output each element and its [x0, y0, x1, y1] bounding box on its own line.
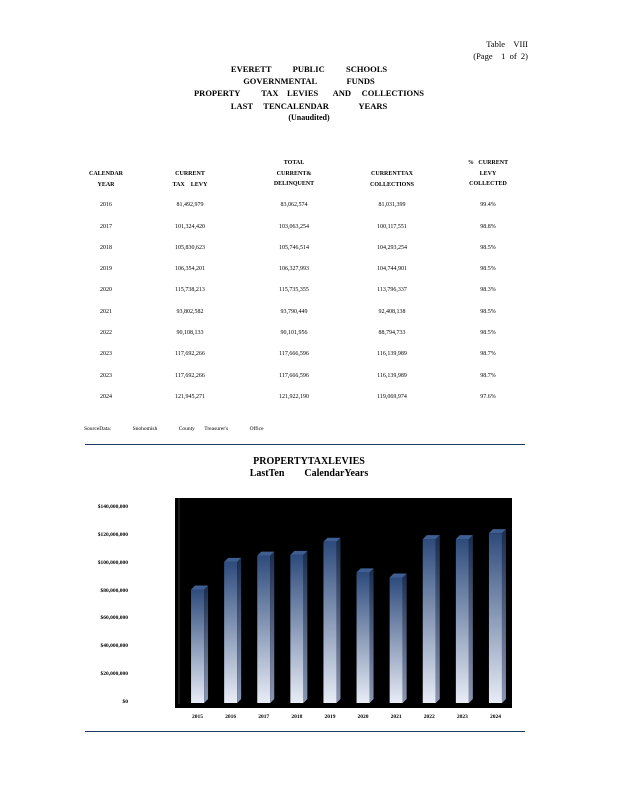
cell-collections: 119,069,974 — [377, 394, 407, 400]
cell-collections: 88,794,733 — [378, 330, 406, 336]
bar-side — [403, 573, 407, 703]
cell-pct: 98.5% — [480, 245, 496, 251]
page-number: (Page 1 of 2) — [473, 51, 528, 61]
cell-total: 105,746,514 — [279, 245, 309, 251]
y-tick-label: $80,000,000 — [100, 587, 128, 594]
cell-collections: 116,139,989 — [377, 373, 407, 379]
chart-bar — [290, 551, 307, 703]
cell-pct: 98.5% — [480, 330, 496, 336]
divider-bottom — [85, 731, 525, 732]
x-tick-label: 2018 — [291, 714, 303, 720]
cell-levy: 105,830,623 — [175, 245, 205, 251]
cell-levy: 117,692,266 — [175, 373, 205, 379]
y-tick-label: $140,000,000 — [97, 504, 128, 510]
chart-bar — [191, 585, 208, 703]
cell-year: 2021 — [100, 309, 112, 315]
cell-year: 2020 — [100, 287, 112, 293]
bar-front — [224, 562, 237, 703]
bar-front — [390, 577, 403, 703]
chart-title-line: PROPERTYTAXLEVIES — [253, 456, 365, 467]
col-header-line: COLLECTIONS — [369, 181, 414, 188]
col-header-line: YEAR — [97, 181, 115, 188]
cell-total: 117,666,596 — [279, 351, 309, 357]
title-line-2: GOVERNMENTAL FUNDS — [243, 76, 375, 87]
cell-pct: 99.4% — [480, 202, 496, 208]
cell-pct: 98.5% — [480, 309, 496, 315]
cell-collections: 81,031,399 — [378, 202, 406, 208]
cell-pct: 98.7% — [480, 351, 496, 357]
source-word: County — [178, 426, 195, 432]
cell-year: 2023 — [100, 351, 112, 357]
bar-side — [502, 529, 506, 703]
source-word: SourceData: — [84, 426, 112, 432]
cell-collections: 104,744,901 — [377, 266, 407, 272]
chart-bar — [390, 573, 407, 703]
bar-front — [290, 555, 303, 703]
y-tick-label: $0 — [122, 699, 128, 705]
bar-side — [436, 535, 440, 703]
table-number: Table VIII — [486, 39, 528, 49]
cell-total: 117,666,596 — [279, 373, 309, 379]
col-header-line: TOTAL — [283, 160, 305, 166]
cell-pct: 98.8% — [480, 224, 496, 230]
y-tick-label: $40,000,000 — [100, 643, 128, 650]
cell-levy: 117,692,266 — [175, 351, 205, 357]
chart-bar — [423, 535, 440, 703]
chart-bar — [323, 538, 340, 703]
x-tick-label: 2015 — [192, 714, 204, 720]
cell-collections: 116,139,989 — [377, 351, 407, 357]
x-tick-label: 2022 — [423, 714, 435, 720]
title-line-1: EVERETT PUBLIC SCHOOLS — [230, 64, 388, 74]
cell-collections: 100,117,551 — [377, 224, 407, 230]
source-word: Snohomish — [132, 426, 158, 432]
bar-front — [357, 572, 370, 703]
title-line-5: (Unaudited) — [288, 112, 330, 122]
chart-bar — [456, 535, 473, 703]
cell-collections: 104,293,254 — [377, 245, 407, 251]
chart-subtitle-line: LastTen CalendarYears — [249, 468, 369, 479]
chart-bar — [357, 568, 374, 703]
y-tick-label: $100,000,000 — [97, 559, 128, 566]
col-header-line: CALENDAR — [88, 171, 123, 177]
cell-total: 103,063,254 — [279, 224, 309, 230]
x-tick-label: 2023 — [456, 714, 468, 720]
cell-levy: 106,354,201 — [175, 266, 205, 272]
cell-total: 93,790,449 — [280, 309, 308, 315]
y-tick-label: $120,000,000 — [97, 531, 128, 538]
cell-total: 83,062,574 — [280, 202, 308, 208]
cell-year: 2024 — [100, 394, 112, 400]
cell-year: 2023 — [100, 373, 112, 379]
cell-levy: 101,324,420 — [175, 224, 205, 230]
x-tick-label: 2019 — [324, 714, 336, 720]
source-word: Office — [249, 426, 264, 432]
y-tick-label: $20,000,000 — [100, 671, 128, 678]
cell-pct: 98.5% — [480, 266, 496, 272]
x-tick-label: 2024 — [489, 714, 501, 720]
cell-year: 2017 — [100, 224, 112, 230]
cell-levy: 90,108,133 — [176, 330, 204, 336]
col-header-line: CURRENTTAX — [371, 171, 413, 177]
cell-total: 115,735,355 — [279, 287, 309, 293]
cell-levy: 81,492,979 — [176, 202, 204, 208]
chart-bar — [224, 558, 241, 703]
cell-year: 2018 — [100, 245, 112, 251]
x-tick-label: 2021 — [390, 714, 402, 720]
cell-collections: 92,408,138 — [378, 309, 406, 315]
col-header-line: COLLECTED — [469, 181, 507, 187]
col-header-line: TAX LEVY — [172, 181, 208, 188]
title-line-3: PROPERTY TAX LEVIES AND COLLECTIONS — [193, 88, 425, 99]
bar-front — [191, 589, 204, 703]
col-header-line: CURRENT& — [276, 170, 312, 177]
bar-side — [336, 538, 340, 703]
bar-front — [257, 556, 270, 703]
col-header-line: LEVY — [479, 170, 497, 177]
bar-side — [469, 535, 473, 703]
source-word: Treasurer's — [204, 426, 229, 432]
bar-front — [423, 539, 436, 703]
bar-front — [323, 542, 336, 703]
chart-bar — [489, 529, 506, 703]
cell-pct: 97.6% — [480, 394, 496, 400]
bar-side — [237, 558, 241, 703]
y-tick-label: $60,000,000 — [100, 615, 128, 622]
bar-side — [370, 568, 374, 703]
col-header-line: CURRENT — [175, 171, 205, 177]
cell-year: 2016 — [100, 202, 112, 208]
x-tick-label: 2017 — [258, 714, 270, 720]
bar-side — [270, 552, 274, 703]
x-tick-label: 2020 — [357, 714, 369, 720]
cell-pct: 98.7% — [480, 373, 496, 379]
cell-total: 90,101,956 — [280, 330, 308, 336]
cell-total: 106,327,993 — [279, 266, 309, 272]
cell-pct: 98.3% — [480, 287, 496, 293]
x-tick-label: 2016 — [225, 714, 237, 720]
cell-levy: 121,945,271 — [175, 394, 205, 400]
bar-front — [489, 533, 502, 703]
bar-side — [204, 585, 208, 703]
bar-side — [303, 551, 307, 703]
cell-levy: 93,802,582 — [176, 309, 204, 315]
cell-total: 121,922,190 — [279, 394, 309, 400]
col-header-line: % CURRENT — [467, 160, 509, 166]
cell-year: 2022 — [100, 330, 112, 336]
cell-levy: 115,738,213 — [175, 287, 205, 293]
bar-front — [456, 539, 469, 703]
title-line-4: LAST TENCALENDAR YEARS — [230, 100, 388, 111]
cell-collections: 113,796,337 — [377, 287, 407, 293]
chart-bar — [257, 552, 274, 703]
cell-year: 2019 — [100, 266, 112, 272]
col-header-line: DELINQUENT — [273, 181, 315, 187]
